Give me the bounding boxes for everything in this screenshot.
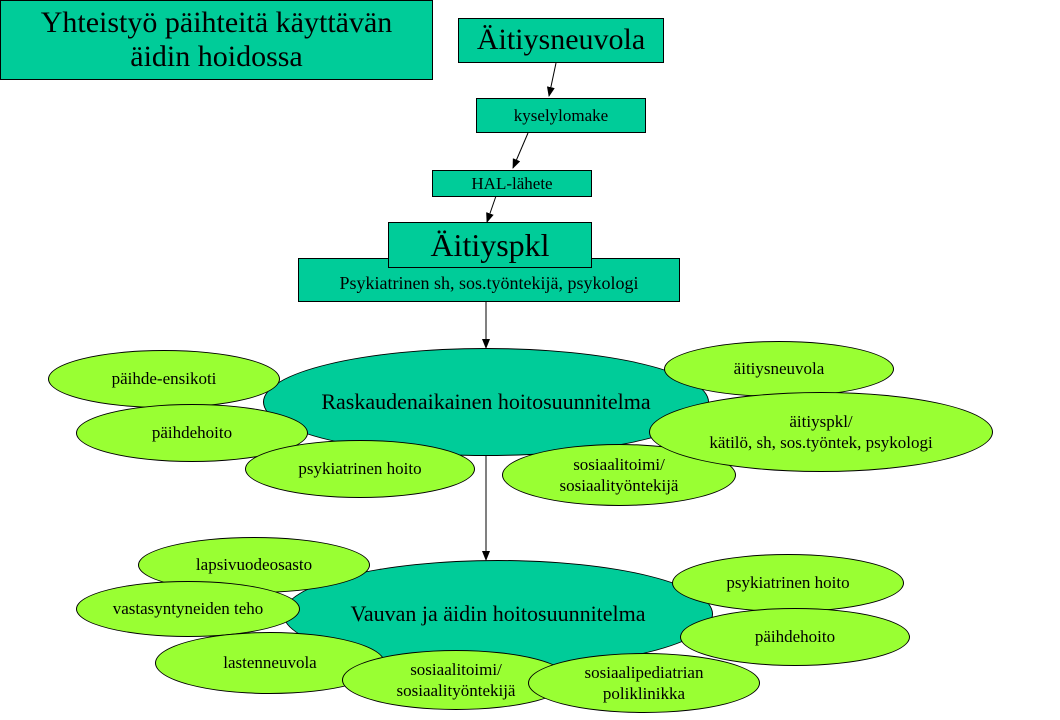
arrow-referral-to-outpatient: [487, 196, 496, 222]
partner-social-services-2: sosiaalitoimi/ sosiaalityöntekijä: [342, 650, 570, 710]
arrow-questionnaire-to-referral: [513, 133, 528, 168]
staff-box: Psykiatrinen sh, sos.työntekijä, psykologi: [298, 258, 680, 302]
partner-substance-home: päihde-ensikoti: [48, 350, 280, 408]
pregnancy-plan-ellipse: Raskaudenaikainen hoitosuunnitelma: [263, 348, 709, 456]
arrow-clinic-to-questionnaire: [549, 63, 556, 96]
baby-plan-ellipse: Vauvan ja äidin hoitosuunnitelma: [283, 560, 713, 668]
partner-psychiatric-care-1: psykiatrinen hoito: [245, 440, 475, 498]
partner-substance-care-2: päihdehoito: [680, 608, 910, 666]
questionnaire-box: kyselylomake: [476, 98, 646, 133]
partner-substance-care-1: päihdehoito: [76, 404, 308, 462]
partner-social-services-1: sosiaalitoimi/ sosiaalityöntekijä: [502, 444, 736, 506]
partner-child-clinic: lastenneuvola: [155, 632, 385, 694]
maternity-outpatient-box: Äitiyspkl: [388, 222, 592, 268]
hal-referral-box: HAL-lähete: [432, 170, 592, 197]
partner-social-paediatrics: sosiaalipediatrian poliklinikka: [528, 653, 760, 713]
diagram-title: [0, 0, 433, 80]
title-line-1: Yhteistyö päihteitä käyttävän: [40, 6, 393, 40]
partner-maternity-outpatient: äitiyspkl/ kätilö, sh, sos.työntek, psykologi: [649, 392, 993, 472]
partner-psychiatric-care-2: psykiatrinen hoito: [672, 554, 904, 612]
maternity-clinic-box: Äitiysneuvola: [458, 18, 664, 63]
partner-maternity-clinic: äitiysneuvola: [664, 341, 894, 397]
partner-postnatal-ward: lapsivuodeosasto: [138, 537, 370, 593]
title-line-2: äidin hoidossa: [130, 40, 303, 73]
partner-neonatal-icu: vastasyntyneiden teho: [76, 581, 300, 637]
